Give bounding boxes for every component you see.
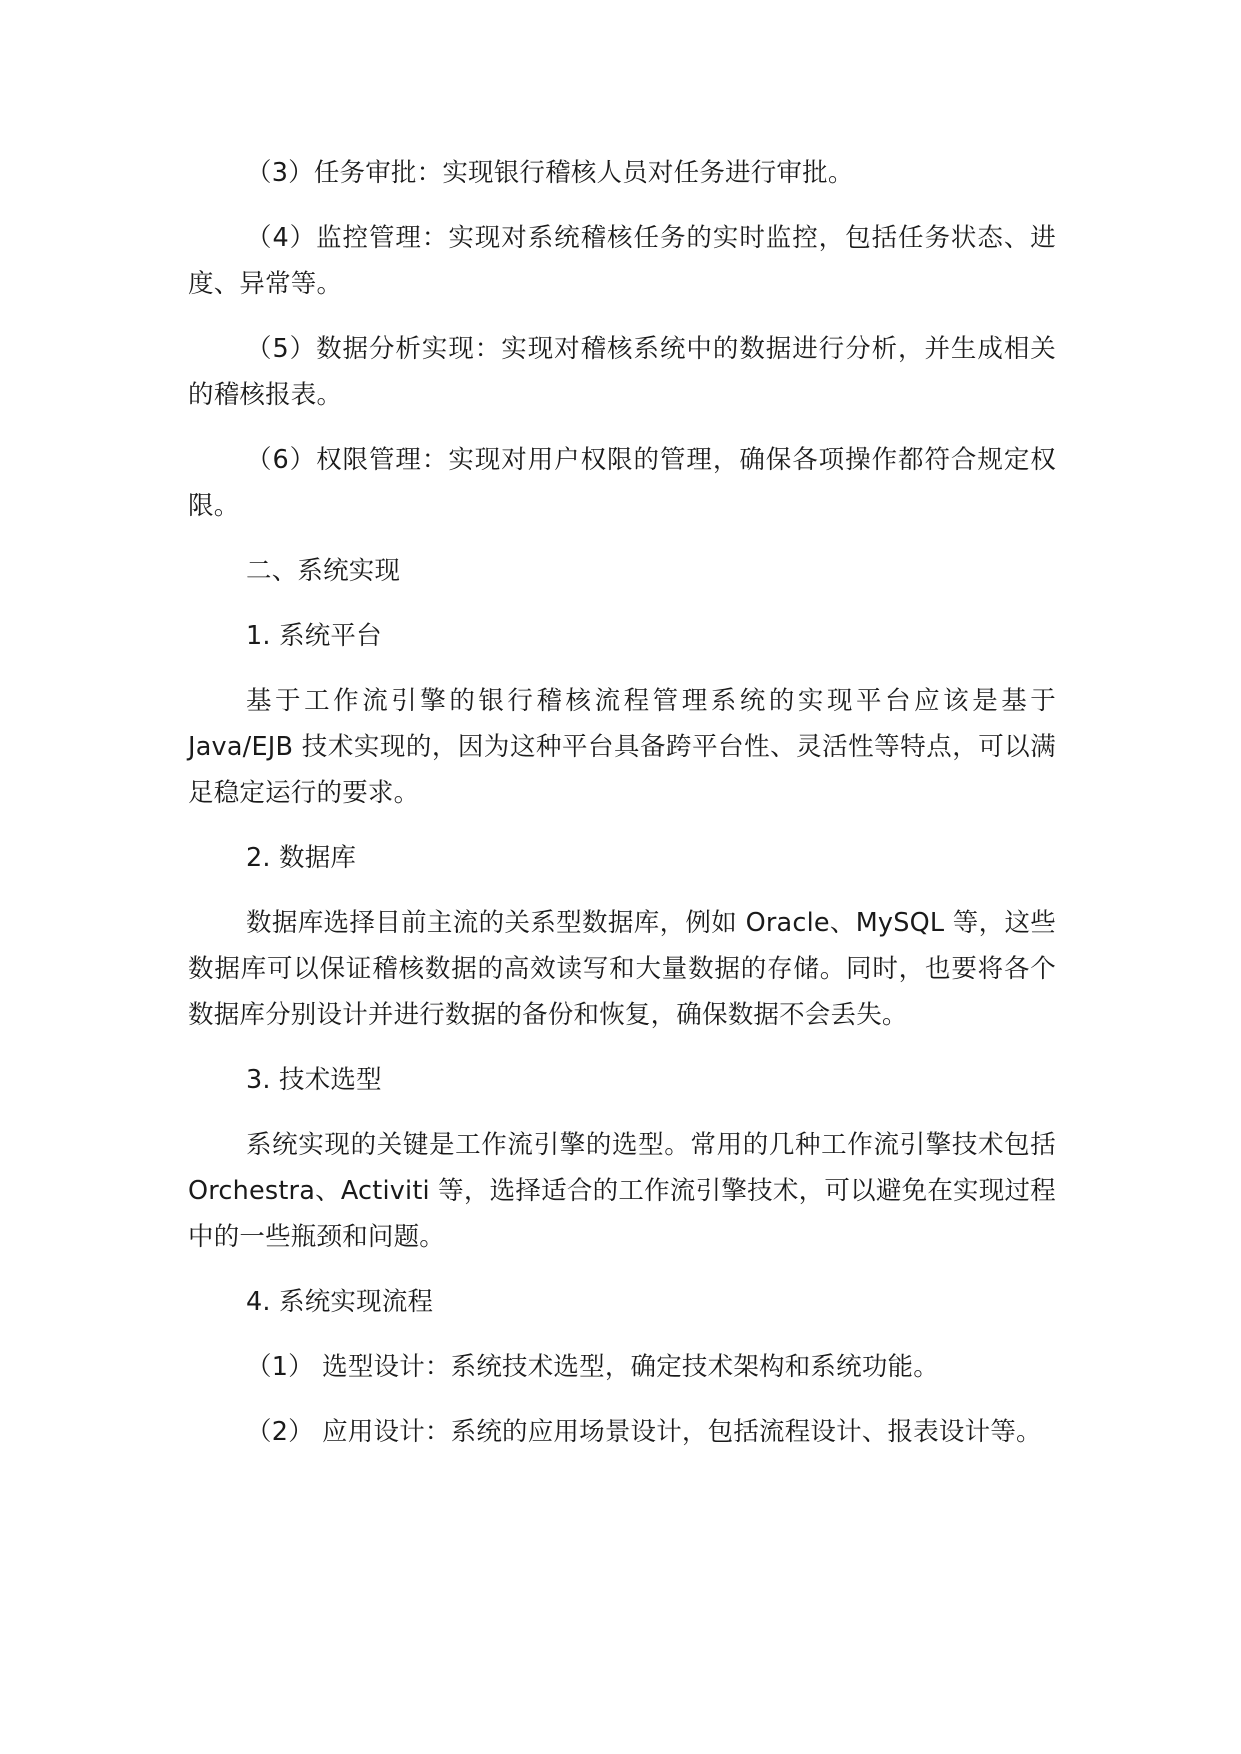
- item-task-approval: （3）任务审批：实现银行稽核人员对任务进行审批。: [246, 158, 854, 188]
- paragraph-technology-selection: 系统实现的关键是工作流引擎的选型。常用的几种工作流引擎技术包括 Orchestra、Activiti 等，选择适合的工作流引擎技术，可以避免在实现过程中的一些瓶颈和问题。: [188, 1130, 1056, 1252]
- item-monitoring-management: （4）监控管理：实现对系统稽核任务的实时监控，包括任务状态、进度、异常等。: [188, 223, 1056, 299]
- item-application-design: （2） 应用设计：系统的应用场景设计，包括流程设计、报表设计等。: [246, 1417, 1042, 1447]
- subheading-system-platform: 1. 系统平台: [246, 621, 382, 651]
- item-selection-design: （1） 选型设计：系统技术选型，确定技术架构和系统功能。: [246, 1352, 939, 1382]
- document-page: [188, 150, 1056, 1474]
- paragraph-database: 数据库选择目前主流的关系型数据库，例如 Oracle、MySQL 等，这些数据库可以保证稽核数据的高效读写和大量数据的存储。同时，也要将各个数据库分别设计并进行数据的备份和恢复，确保数据不会丢失。: [188, 908, 1056, 1030]
- item-permission-management: （6）权限管理：实现对用户权限的管理，确保各项操作都符合规定权限。: [188, 445, 1056, 521]
- subheading-database: 2. 数据库: [246, 843, 357, 873]
- paragraph-system-platform: 基于工作流引擎的银行稽核流程管理系统的实现平台应该是基于 Java/EJB 技术实现的，因为这种平台具备跨平台性、灵活性等特点，可以满足稳定运行的要求。: [188, 686, 1056, 808]
- subheading-implementation-process: 4. 系统实现流程: [246, 1287, 434, 1317]
- item-data-analysis: （5）数据分析实现：实现对稽核系统中的数据进行分析，并生成相关的稽核报表。: [188, 334, 1056, 410]
- section-heading-system-implementation: 二、系统实现: [246, 556, 401, 586]
- subheading-technology-selection: 3. 技术选型: [246, 1065, 382, 1095]
